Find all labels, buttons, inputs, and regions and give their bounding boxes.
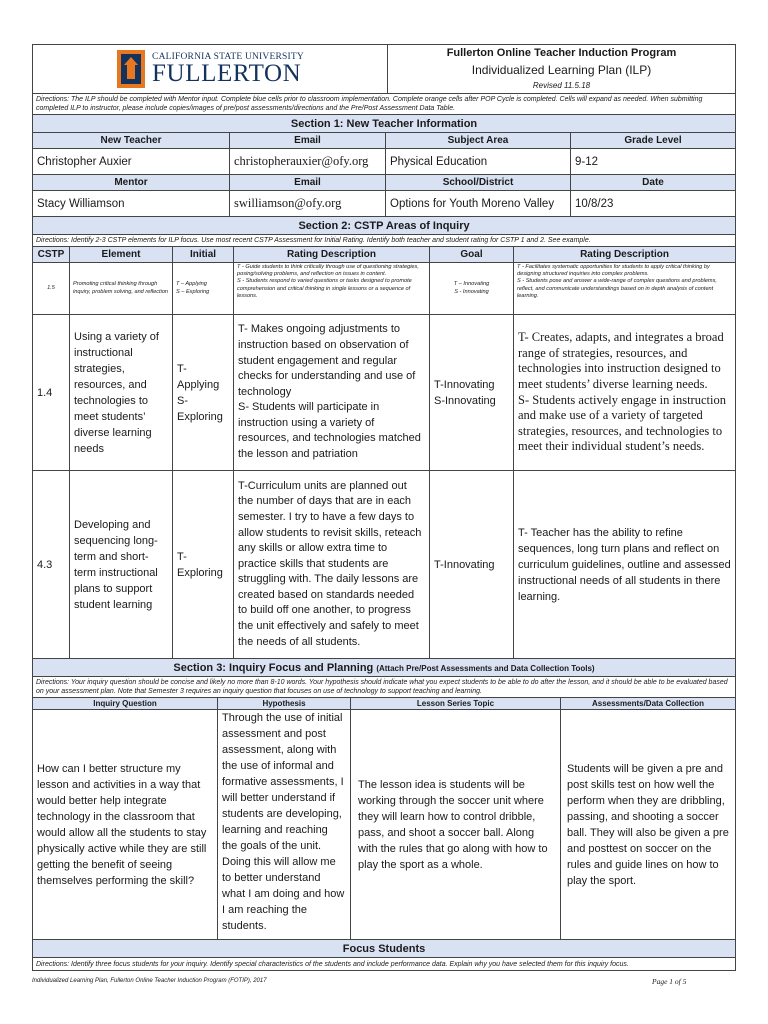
subject-area: Physical Education xyxy=(386,149,571,175)
section2-table xyxy=(32,216,736,659)
col-date: Date xyxy=(571,175,736,191)
logo-line-1: CALIFORNIA STATE UNIVERSITY xyxy=(152,52,304,62)
grade-level: 9-12 xyxy=(571,149,736,175)
section2-title: Section 2: CSTP Areas of Inquiry xyxy=(33,217,736,235)
col-subject: Subject Area xyxy=(386,133,571,149)
col-initial: Initial xyxy=(173,247,234,263)
col-rating: Rating Description xyxy=(234,247,430,263)
example-goal: T – Innovating S - Innovating xyxy=(430,263,514,315)
lesson-series-topic: The lesson idea is students will be working through the soccer unit where they will learn how to control dribble, pass, and shoot a soccer ball. Along with the rules that go along with how to play the sport as a whole. xyxy=(351,710,561,940)
section1-title: Section 1: New Teacher Information xyxy=(33,115,736,133)
row2-goal: T-Innovating xyxy=(430,471,514,659)
col-inquiry-question: Inquiry Question xyxy=(33,698,218,710)
row1-cstp: 1.4 xyxy=(33,315,70,471)
row1-goal: T-Innovating S-Innovating xyxy=(430,315,514,471)
logo-line-2: FULLERTON xyxy=(152,60,302,87)
col-school: School/District xyxy=(386,175,571,191)
section3-title: Section 3: Inquiry Focus and Planning xyxy=(173,661,374,674)
logo-cell xyxy=(33,45,388,94)
row1-element: Using a variety of instructional strategies, resources, and technologies to meet students’ diverse learning needs xyxy=(70,315,173,471)
section3-title-note: (Attach Pre/Post Assessments and Data Collection Tools) xyxy=(376,663,595,673)
example-cstp: 1.5 xyxy=(33,263,70,315)
footer-left: Individualized Learning Plan, Fullerton Online Teacher Induction Program (FOTIP), 2017 xyxy=(32,978,267,984)
ilp-document xyxy=(32,44,735,971)
hypothesis: Through the use of initial assessment and post assessment, along with the use of informal and formative assessments, I will better understand if students are developing, learning and reaching the goals of the unit. Doing this will allow me to better understand what I am doing and how I am reaching the students. xyxy=(218,710,351,940)
col-goal-rating: Rating Description xyxy=(514,247,736,263)
col-mentor-email: Email xyxy=(230,175,386,191)
mentor-name: Stacy Williamson xyxy=(33,191,230,217)
focus-students-title: Focus Students xyxy=(33,940,736,958)
row2-initial: T- Exploring xyxy=(173,471,234,659)
header-table xyxy=(32,44,736,115)
university-seal-icon xyxy=(116,49,146,89)
row2-goal-rating: T- Teacher has the ability to refine sequences, long turn plans and reflect on curriculum guidelines, outline and assessed instructional needs of all students in there learning. xyxy=(514,471,736,659)
example-initial: T – Applying S – Exploring xyxy=(173,263,234,315)
page-number: Page 1 of 5 xyxy=(652,977,687,986)
teacher-name: Christopher Auxier xyxy=(33,149,230,175)
row2-element: Developing and sequencing long-term and short-term instructional plans to support student learning xyxy=(70,471,173,659)
col-new-teacher: New Teacher xyxy=(33,133,230,149)
date-value: 10/8/23 xyxy=(571,191,736,217)
school-district: Options for Youth Moreno Valley xyxy=(386,191,571,217)
col-email: Email xyxy=(230,133,386,149)
teacher-email: christopherauxier@ofy.org xyxy=(230,149,386,175)
col-cstp: CSTP xyxy=(33,247,70,263)
program-cell xyxy=(388,45,736,94)
csuf-logo xyxy=(37,49,383,89)
col-lesson-topic: Lesson Series Topic xyxy=(351,698,561,710)
row1-initial: T- Applying S- Exploring xyxy=(173,315,234,471)
assessment-data-collection: Students will be given a pre and post skills test on how well the perform when they are dribbling, passing, and shooting a soccer ball. They will also be given a pre and posttest on soccer on the rules and guide lines on how to play the sport. xyxy=(561,710,736,940)
example-goal-rating: T - Facilitates systematic opportunities for students to apply critical thinking by designing structured inquiries into complex problems. S - Students pose and answer a wide-range of complex questions and problems, reflect, and communicate understandings based on in depth analysis of content learning. xyxy=(514,263,736,315)
row2-cstp: 4.3 xyxy=(33,471,70,659)
section1-table xyxy=(32,114,736,217)
inquiry-question: How can I better structure my lesson and activities in a way that would better help integrate technology in the classroom that would allow all the students to stay physically active while they are still getting the benefit of seeing themselves performing the skill? xyxy=(33,710,218,940)
col-mentor: Mentor xyxy=(33,175,230,191)
program-name: Fullerton Online Teacher Induction Program xyxy=(446,46,677,59)
example-element: Promoting critical thinking through inquiry, problem solving, and reflection xyxy=(70,263,173,315)
plan-title: Individualized Learning Plan (ILP) xyxy=(471,62,652,77)
section3-title-cell xyxy=(33,659,736,677)
col-grade: Grade Level xyxy=(571,133,736,149)
section3-directions: Directions: Your inquiry question should be concise and likely no more than 8-10 words. Your hypothesis should indicate what you expect students to be able to do after the lesson, and it should be able to be evaluated based on your assessment plan. Note that Semester 3 requires an inquiry question that focuses on use of technology to support teaching and learning. xyxy=(33,677,736,698)
row2-rating: T-Curriculum units are planned out the number of days that are in each semester. I try to have a few days to allow students to revisit skills, reteach any skills or allow extra time to practice skills that students are struggling with. The daily lessons are created based on standards needed to build off one another, to progress the unit effectively and safely to meet the needs of all students. xyxy=(234,471,430,659)
col-hypothesis: Hypothesis xyxy=(218,698,351,710)
row1-goal-rating: T- Creates, adapts, and integrates a broad range of strategies, resources, and technologies into instruction designed to meet students’ diverse learning needs. S- Students actively engage in instruction and make use of a variety of targeted strategies, resources, and technologies to meet their individual student’s needs. xyxy=(514,315,736,471)
revised-date: Revised 11.5.18 xyxy=(532,80,591,90)
col-element: Element xyxy=(70,247,173,263)
row1-rating: T- Makes ongoing adjustments to instruction based on observation of student engagement and regular checks for understanding and use of technology S- Students will participate in instruction using a variety of resources, and technologies matched the lesson and patriation xyxy=(234,315,430,471)
mentor-email: swilliamson@ofy.org xyxy=(230,191,386,217)
focus-directions: Directions: Identify three focus students for your inquiry. Identify special characteristics of the students and include performance data. Explain why you have selected them for this inquiry focus. xyxy=(33,958,736,971)
section2-directions: Directions: Identify 2-3 CSTP elements for ILP focus. Use most recent CSTP Assessment for Initial Rating. Identify both teacher and student rating for CSTP 1 and 2. See example. xyxy=(33,235,736,247)
col-goal: Goal xyxy=(430,247,514,263)
section3-table xyxy=(32,658,736,971)
directions-top: Directions: The ILP should be completed with Mentor input. Complete blue cells prior to classroom implementation. Complete orange cells after POP Cycle is completed. Cells will expand as needed. When submitting completed ILP to instructor, please include copies/images of pre/post assessments/directions and the Pre/Post Assessment Data Table. xyxy=(33,94,736,115)
example-rating: T - Guide students to think critically through use of questioning strategies, posing/solving problems, and reflection on issues in content. S - Students respond to varied questions or tasks designed to promote comprehension and critical thinking in single lessons or a sequence of lessons. xyxy=(234,263,430,315)
col-assessments: Assessments/Data Collection xyxy=(561,698,736,710)
